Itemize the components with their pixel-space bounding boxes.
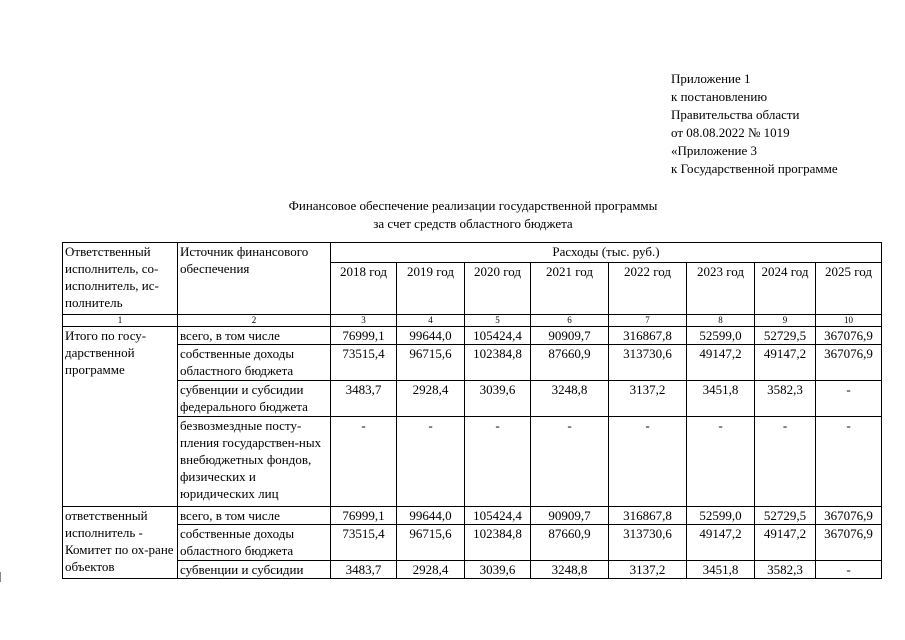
source-cell: субвенции и субсидии — [178, 561, 331, 579]
appendix-block — [671, 70, 838, 178]
value-cell: 87660,9 — [531, 345, 609, 381]
header-year: 2019 год — [397, 263, 465, 315]
value-cell: 316867,8 — [609, 507, 687, 525]
table-row — [63, 561, 882, 579]
index-cell: 5 — [465, 315, 531, 327]
value-cell: - — [816, 417, 882, 507]
value-cell: 367076,9 — [816, 525, 882, 561]
value-cell: 3039,6 — [465, 561, 531, 579]
table-row — [63, 381, 882, 417]
appendix-line: к постановлению — [671, 89, 768, 104]
index-cell: 2 — [178, 315, 331, 327]
header-year: 2018 год — [331, 263, 397, 315]
source-cell: всего, в том числе — [178, 327, 331, 345]
value-cell: - — [816, 561, 882, 579]
value-cell: 2928,4 — [397, 561, 465, 579]
value-cell: 52599,0 — [687, 327, 755, 345]
value-cell: 90909,7 — [531, 327, 609, 345]
value-cell: 73515,4 — [331, 345, 397, 381]
source-cell: всего, в том числе — [178, 507, 331, 525]
appendix-line: Правительства области — [671, 107, 800, 122]
value-cell: 3248,8 — [531, 381, 609, 417]
value-cell: - — [687, 417, 755, 507]
value-cell: 3039,6 — [465, 381, 531, 417]
value-cell: 49147,2 — [687, 345, 755, 381]
appendix-line: Приложение 1 — [671, 71, 751, 86]
value-cell: 96715,6 — [397, 525, 465, 561]
value-cell: 3137,2 — [609, 381, 687, 417]
value-cell: 3451,8 — [687, 381, 755, 417]
header-year: 2021 год — [531, 263, 609, 315]
value-cell: 313730,6 — [609, 345, 687, 381]
header-year: 2025 год — [816, 263, 882, 315]
value-cell: 76999,1 — [331, 327, 397, 345]
value-cell: 76999,1 — [331, 507, 397, 525]
header-expenses: Расходы (тыс. руб.) — [331, 243, 882, 263]
value-cell: 3451,8 — [687, 561, 755, 579]
value-cell: - — [531, 417, 609, 507]
value-cell: 105424,4 — [465, 327, 531, 345]
value-cell: 52729,5 — [755, 327, 816, 345]
value-cell: 49147,2 — [755, 345, 816, 381]
source-cell: собственные доходы областного бюджета — [178, 525, 331, 561]
document-title — [0, 197, 905, 233]
value-cell: 52599,0 — [687, 507, 755, 525]
value-cell: 99644,0 — [397, 507, 465, 525]
table-row — [63, 507, 882, 525]
value-cell: - — [755, 417, 816, 507]
executor-cell: Итого по госу-дарственной программе — [63, 327, 178, 507]
value-cell: 367076,9 — [816, 507, 882, 525]
value-cell: 102384,8 — [465, 345, 531, 381]
value-cell: 2928,4 — [397, 381, 465, 417]
index-cell: 4 — [397, 315, 465, 327]
index-cell: 9 — [755, 315, 816, 327]
table-row — [63, 345, 882, 381]
header-executor: Ответственный исполнитель, со-исполнитель, ис-полнитель — [63, 243, 178, 315]
appendix-line: от 08.08.2022 № 1019 — [671, 125, 790, 140]
value-cell: - — [465, 417, 531, 507]
value-cell: 3483,7 — [331, 561, 397, 579]
index-cell: 10 — [816, 315, 882, 327]
index-cell: 3 — [331, 315, 397, 327]
value-cell: 73515,4 — [331, 525, 397, 561]
value-cell: - — [816, 381, 882, 417]
header-source: Источник финансового обеспечения — [178, 243, 331, 315]
title-line-2: за счет средств областного бюджета — [373, 216, 573, 231]
value-cell: 90909,7 — [531, 507, 609, 525]
table-row — [63, 417, 882, 507]
value-cell: 99644,0 — [397, 327, 465, 345]
index-cell: 8 — [687, 315, 755, 327]
value-cell: 3137,2 — [609, 561, 687, 579]
value-cell: 367076,9 — [816, 345, 882, 381]
header-year: 2024 год — [755, 263, 816, 315]
source-cell: собственные доходы областного бюджета — [178, 345, 331, 381]
value-cell: 49147,2 — [755, 525, 816, 561]
appendix-line: «Приложение 3 — [671, 143, 758, 158]
source-cell: субвенции и субсидии федерального бюджета — [178, 381, 331, 417]
source-cell: безвозмездные посту-пления государствен-ных внебюджетных фондов, физических и юридических лиц — [178, 417, 331, 507]
appendix-line: к Государственной программе — [671, 161, 838, 176]
index-cell: 1 — [63, 315, 178, 327]
value-cell: - — [331, 417, 397, 507]
value-cell: 52729,5 — [755, 507, 816, 525]
value-cell: 367076,9 — [816, 327, 882, 345]
value-cell: - — [397, 417, 465, 507]
value-cell: 96715,6 — [397, 345, 465, 381]
table-row — [63, 525, 882, 561]
value-cell: 316867,8 — [609, 327, 687, 345]
value-cell: 87660,9 — [531, 525, 609, 561]
header-year: 2022 год — [609, 263, 687, 315]
value-cell: 102384,8 — [465, 525, 531, 561]
table-row — [63, 327, 882, 345]
title-line-1: Финансовое обеспечение реализации государственной программы — [288, 198, 658, 213]
margin-mark — [0, 572, 5, 582]
value-cell: 3582,3 — [755, 381, 816, 417]
executor-cell: ответственный исполнитель - Комитет по ох-ране объектов — [63, 507, 178, 579]
index-cell: 7 — [609, 315, 687, 327]
value-cell: 105424,4 — [465, 507, 531, 525]
financing-table — [62, 242, 882, 579]
value-cell: 3248,8 — [531, 561, 609, 579]
index-cell: 6 — [531, 315, 609, 327]
value-cell: 3582,3 — [755, 561, 816, 579]
header-year: 2020 год — [465, 263, 531, 315]
value-cell: 3483,7 — [331, 381, 397, 417]
value-cell: - — [609, 417, 687, 507]
value-cell: 49147,2 — [687, 525, 755, 561]
value-cell: 313730,6 — [609, 525, 687, 561]
header-year: 2023 год — [687, 263, 755, 315]
